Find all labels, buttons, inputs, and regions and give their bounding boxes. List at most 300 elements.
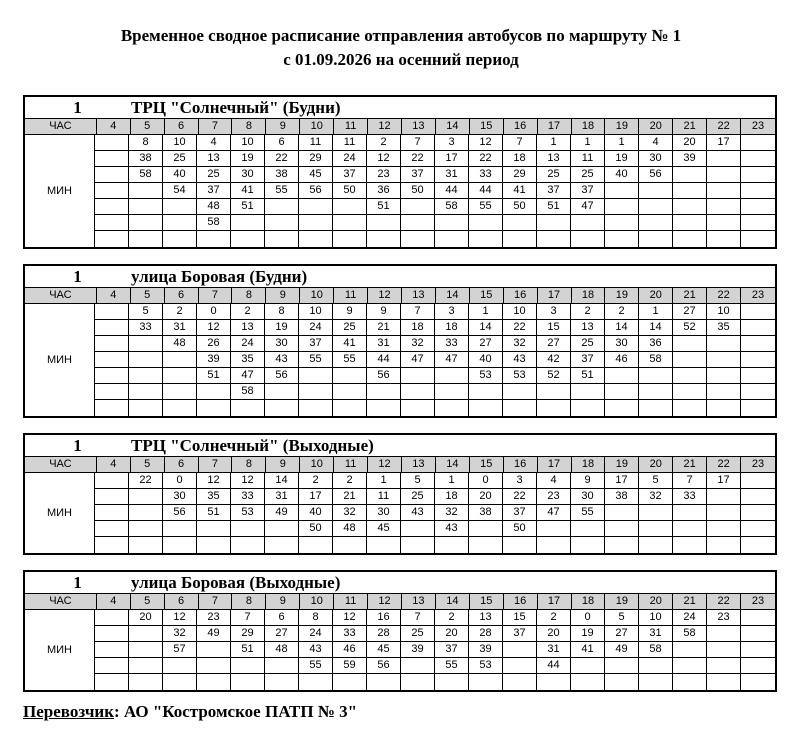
stop-name: улица Боровая (Выходные)	[131, 573, 341, 592]
minute-cell	[367, 384, 401, 399]
minute-cell	[197, 231, 231, 247]
minute-cell	[231, 231, 265, 247]
minute-cell	[707, 521, 741, 536]
minute-cell: 44	[435, 183, 469, 198]
minute-cell	[163, 231, 197, 247]
minute-cell: 51	[231, 642, 265, 657]
minute-cell	[401, 231, 435, 247]
minute-cell: 22	[129, 473, 163, 488]
minute-cell: 25	[163, 151, 197, 166]
minute-row	[95, 610, 775, 626]
hour-cell: 23	[751, 289, 765, 301]
hour-cell: 16	[504, 119, 538, 134]
minute-cell	[605, 521, 639, 536]
hour-cell: 10	[300, 119, 334, 134]
minute-cell: 30	[163, 489, 197, 504]
minute-cell: 0	[469, 473, 503, 488]
minute-cell: 12	[469, 135, 503, 150]
minute-cell: 58	[435, 199, 469, 214]
minute-cell	[129, 674, 163, 690]
minute-cell: 32	[333, 505, 367, 520]
minute-cell	[707, 674, 741, 690]
minute-row	[95, 658, 775, 674]
minute-cell	[333, 368, 367, 383]
minute-cell	[231, 521, 265, 536]
hour-cell: 19	[605, 119, 639, 134]
minute-cell	[129, 199, 163, 214]
minute-cell	[673, 352, 707, 367]
hour-cell: 22	[707, 594, 741, 609]
hour-row	[25, 457, 775, 473]
minute-cell	[741, 135, 775, 150]
minute-cell	[639, 505, 673, 520]
route-number: 1	[73, 98, 82, 117]
minute-cell	[129, 352, 163, 367]
hour-cell: 14	[436, 457, 470, 472]
minute-cell	[639, 384, 673, 399]
hour-cell: 7	[199, 594, 233, 609]
minute-cell: 28	[469, 626, 503, 641]
minute-cell	[129, 521, 163, 536]
minute-label: МИН	[25, 473, 95, 553]
hour-cell: 21	[673, 457, 707, 472]
minute-cell: 53	[503, 368, 537, 383]
minute-cell: 31	[163, 320, 197, 335]
minute-cell	[265, 674, 299, 690]
minute-cell	[639, 368, 673, 383]
minute-cell	[231, 674, 265, 690]
minute-cell	[469, 521, 503, 536]
minute-cell	[605, 215, 639, 230]
minute-cell: 36	[639, 336, 673, 351]
carrier-label: Перевозчик	[23, 702, 115, 721]
minute-cell: 58	[639, 352, 673, 367]
minute-cell	[197, 642, 231, 657]
minute-cell	[639, 674, 673, 690]
minute-cell: 19	[231, 151, 265, 166]
minute-cell: 31	[537, 642, 571, 657]
hour-label: ЧАС	[25, 288, 97, 303]
minute-cell: 35	[231, 352, 265, 367]
minute-cell: 24	[673, 610, 707, 625]
minute-cell	[333, 215, 367, 230]
minute-cell: 19	[265, 320, 299, 335]
minute-cell: 42	[537, 352, 571, 367]
minute-cell: 19	[605, 151, 639, 166]
minute-cell	[673, 400, 707, 416]
minute-cell: 39	[401, 642, 435, 657]
minute-cell	[605, 199, 639, 214]
minute-cell	[401, 658, 435, 673]
minute-cell	[707, 400, 741, 416]
minute-cell: 41	[333, 336, 367, 351]
hour-cell: 16	[504, 594, 538, 609]
minute-cell	[95, 505, 129, 520]
hour-cell: 16	[504, 457, 538, 472]
minute-cell: 43	[401, 505, 435, 520]
minute-cell: 12	[163, 610, 197, 625]
minute-cell	[707, 167, 741, 182]
hour-cell: 22	[707, 457, 741, 472]
minute-cell	[401, 215, 435, 230]
minute-cell	[129, 489, 163, 504]
hour-cell: 6	[165, 119, 199, 134]
minute-cell: 23	[197, 610, 231, 625]
minute-cell: 3	[537, 304, 571, 319]
minute-cell: 2	[299, 473, 333, 488]
minute-cell: 30	[265, 336, 299, 351]
minute-cell: 14	[469, 320, 503, 335]
minute-cell: 52	[537, 368, 571, 383]
minute-row	[95, 231, 775, 247]
minute-cell: 12	[231, 473, 265, 488]
minute-cell: 58	[197, 215, 231, 230]
minute-row	[95, 352, 775, 368]
hour-cell: 17	[538, 119, 572, 134]
minute-cell	[741, 473, 775, 488]
minute-cell	[265, 231, 299, 247]
minute-cell: 25	[197, 167, 231, 182]
minute-cell	[197, 521, 231, 536]
schedule-header	[25, 572, 775, 594]
minute-cell	[741, 183, 775, 198]
minute-cell	[333, 674, 367, 690]
minute-cell	[299, 537, 333, 553]
minute-cell	[367, 674, 401, 690]
minute-cell	[741, 352, 775, 367]
hour-cell: 21	[673, 119, 707, 134]
minute-cell: 12	[197, 473, 231, 488]
minute-cell: 51	[197, 368, 231, 383]
minute-cell	[673, 642, 707, 657]
minute-cell	[265, 215, 299, 230]
minute-cell: 7	[503, 135, 537, 150]
minute-cell	[163, 521, 197, 536]
schedule-header	[25, 266, 775, 288]
minute-cell	[231, 537, 265, 553]
hour-cell: 17	[538, 288, 572, 303]
minute-cell	[605, 400, 639, 416]
minute-cell	[401, 521, 435, 536]
minute-cell	[129, 336, 163, 351]
hour-cell: 17	[538, 457, 572, 472]
minute-cell: 56	[367, 368, 401, 383]
minute-cell: 13	[197, 151, 231, 166]
minute-cell: 10	[299, 304, 333, 319]
minute-cell	[707, 199, 741, 214]
minute-cell	[741, 167, 775, 182]
minute-cell	[741, 151, 775, 166]
minute-cell: 47	[537, 505, 571, 520]
minute-cell	[95, 167, 129, 182]
hour-cell: 7	[199, 288, 233, 303]
minute-cell	[639, 400, 673, 416]
minute-cell: 38	[605, 489, 639, 504]
minute-cell	[231, 400, 265, 416]
minute-cell: 8	[299, 610, 333, 625]
minute-cell: 17	[605, 473, 639, 488]
minute-cell	[95, 135, 129, 150]
minute-cell: 2	[163, 304, 197, 319]
minute-cell	[95, 320, 129, 335]
minute-cell	[707, 658, 741, 673]
minute-cell: 55	[333, 352, 367, 367]
minute-cell: 37	[537, 183, 571, 198]
minute-cell	[571, 658, 605, 673]
minute-cell: 37	[503, 626, 537, 641]
hour-cell: 5	[131, 288, 165, 303]
minute-cell: 37	[333, 167, 367, 182]
minute-cell: 7	[673, 473, 707, 488]
minute-cell	[469, 231, 503, 247]
minute-cell: 50	[503, 199, 537, 214]
minute-cell	[95, 199, 129, 214]
minute-cell	[265, 658, 299, 673]
minute-cell: 44	[537, 658, 571, 673]
hour-cell: 7	[199, 119, 233, 134]
minute-cell: 38	[129, 151, 163, 166]
minute-cell: 24	[333, 151, 367, 166]
minute-cell	[129, 400, 163, 416]
hour-cell: 6	[165, 594, 199, 609]
minute-cell: 40	[299, 505, 333, 520]
minute-cell: 50	[299, 521, 333, 536]
hour-cell: 4	[97, 457, 131, 472]
hour-cell: 14	[436, 288, 470, 303]
minute-cell	[639, 537, 673, 553]
minute-cell: 43	[435, 521, 469, 536]
minute-cell: 21	[367, 320, 401, 335]
minute-cell: 7	[231, 610, 265, 625]
minute-cell	[95, 368, 129, 383]
minute-cell	[299, 384, 333, 399]
minute-cell	[707, 626, 741, 641]
minute-cell	[367, 537, 401, 553]
minute-cell	[333, 231, 367, 247]
minute-cell: 10	[163, 135, 197, 150]
minute-cell: 3	[435, 304, 469, 319]
minute-cell	[571, 537, 605, 553]
hour-cell: 5	[131, 457, 165, 472]
minute-cell	[95, 489, 129, 504]
minute-cell	[435, 384, 469, 399]
minute-cell	[503, 537, 537, 553]
minute-cell	[265, 400, 299, 416]
minute-cell	[299, 231, 333, 247]
minute-cell: 26	[197, 336, 231, 351]
minute-cell	[707, 231, 741, 247]
minute-cell	[673, 658, 707, 673]
minute-cell	[503, 674, 537, 690]
minute-cell	[95, 400, 129, 416]
minute-cell: 11	[571, 151, 605, 166]
minute-cell	[503, 658, 537, 673]
minute-cell: 38	[469, 505, 503, 520]
minute-cell: 1	[605, 135, 639, 150]
minute-cell: 53	[469, 368, 503, 383]
minute-cell	[537, 384, 571, 399]
minute-cell	[435, 368, 469, 383]
minute-cell	[197, 658, 231, 673]
minute-cell: 23	[367, 167, 401, 182]
minute-cell: 23	[707, 610, 741, 625]
minute-cell: 49	[265, 505, 299, 520]
minute-cell: 17	[299, 489, 333, 504]
minute-cell	[571, 384, 605, 399]
minute-cell: 10	[707, 304, 741, 319]
minute-cell	[741, 626, 775, 641]
hour-cell: 9	[266, 594, 300, 609]
hour-cell: 12	[368, 288, 402, 303]
minute-cell	[435, 400, 469, 416]
minute-cell	[231, 658, 265, 673]
minute-cell: 41	[231, 183, 265, 198]
stop-name: ТРЦ "Солнечный" (Будни)	[131, 98, 341, 117]
minute-cell	[401, 674, 435, 690]
minute-cell	[503, 642, 537, 657]
minute-cell	[503, 231, 537, 247]
minute-cell: 2	[605, 304, 639, 319]
minute-cell: 43	[503, 352, 537, 367]
hour-cell: 13	[402, 594, 436, 609]
minute-cell	[435, 231, 469, 247]
hour-cell: 4	[97, 119, 131, 134]
hour-cell: 20	[639, 288, 673, 303]
minute-cell	[469, 384, 503, 399]
minute-cell: 4	[197, 135, 231, 150]
minute-cell	[503, 215, 537, 230]
minute-cell: 30	[571, 489, 605, 504]
minute-cell	[95, 352, 129, 367]
route-number: 1	[73, 573, 82, 592]
minute-cell: 13	[571, 320, 605, 335]
minute-cell	[537, 537, 571, 553]
minute-cell: 59	[333, 658, 367, 673]
minute-cell: 37	[435, 642, 469, 657]
minute-cell: 37	[401, 167, 435, 182]
minute-cell: 1	[469, 304, 503, 319]
minute-cell	[741, 505, 775, 520]
minute-cell: 41	[503, 183, 537, 198]
minute-cell	[435, 537, 469, 553]
minute-cell: 36	[367, 183, 401, 198]
minute-row	[95, 384, 775, 400]
hour-cell: 20	[639, 119, 673, 134]
hour-cell: 22	[707, 119, 741, 134]
minute-cell	[95, 183, 129, 198]
minute-cell	[95, 384, 129, 399]
minute-cell: 55	[265, 183, 299, 198]
minute-cell: 30	[231, 167, 265, 182]
hour-cell: 19	[605, 288, 639, 303]
hour-cell: 12	[368, 119, 402, 134]
minute-cell	[571, 521, 605, 536]
hour-cell: 11	[334, 594, 368, 609]
minute-cell: 17	[707, 473, 741, 488]
minute-cell: 14	[639, 320, 673, 335]
minute-cell: 11	[299, 135, 333, 150]
hour-label: ЧАС	[25, 457, 97, 472]
minute-cell: 19	[571, 626, 605, 641]
minute-row	[95, 183, 775, 199]
minute-cell	[469, 674, 503, 690]
minute-cell	[673, 537, 707, 553]
minute-cell: 54	[163, 183, 197, 198]
minute-cell: 56	[639, 167, 673, 182]
minute-cell	[741, 489, 775, 504]
minute-cell	[265, 384, 299, 399]
carrier-name: : АО "Костромское ПАТП № 3"	[114, 702, 358, 721]
minute-cell	[129, 626, 163, 641]
minute-cell	[673, 167, 707, 182]
minute-cell	[265, 199, 299, 214]
hour-row	[25, 288, 775, 304]
minute-cell: 29	[231, 626, 265, 641]
minute-cell	[299, 400, 333, 416]
minute-cell	[333, 400, 367, 416]
minute-cell	[741, 610, 775, 625]
minute-row	[95, 400, 775, 416]
minute-cell: 17	[435, 151, 469, 166]
minute-cell: 20	[435, 626, 469, 641]
hour-cell: 20	[639, 594, 673, 609]
minute-cell: 39	[673, 151, 707, 166]
minute-cell: 7	[401, 304, 435, 319]
minute-cell	[163, 199, 197, 214]
minute-cell: 50	[503, 521, 537, 536]
minute-row	[95, 521, 775, 537]
minute-cell: 17	[707, 135, 741, 150]
minute-cell	[707, 384, 741, 399]
hour-cell: 18	[572, 594, 606, 609]
minute-cell: 29	[503, 167, 537, 182]
minute-cell: 27	[265, 626, 299, 641]
minute-cell	[571, 400, 605, 416]
minute-cell	[129, 231, 163, 247]
minute-cell	[265, 537, 299, 553]
minute-cell: 12	[367, 151, 401, 166]
minute-cell	[741, 320, 775, 335]
hour-cell: 15	[470, 457, 504, 472]
minute-cell: 33	[333, 626, 367, 641]
minute-cell	[639, 215, 673, 230]
minute-row	[95, 489, 775, 505]
minute-cell: 14	[605, 320, 639, 335]
minute-cell	[537, 231, 571, 247]
minute-cell	[673, 384, 707, 399]
minute-cell	[163, 352, 197, 367]
minute-cell: 32	[639, 489, 673, 504]
minute-cell	[95, 336, 129, 351]
minute-cell: 22	[401, 151, 435, 166]
minute-cell	[469, 215, 503, 230]
minute-cell	[605, 231, 639, 247]
minute-cell: 29	[299, 151, 333, 166]
minute-cell: 39	[197, 352, 231, 367]
minute-cell: 55	[571, 505, 605, 520]
minute-cell	[163, 674, 197, 690]
minute-cell	[571, 231, 605, 247]
minute-cell	[741, 199, 775, 214]
hour-cell: 18	[572, 119, 606, 134]
minute-cell: 47	[571, 199, 605, 214]
hour-cell: 6	[165, 288, 199, 303]
minute-cell: 37	[299, 336, 333, 351]
minute-cell: 25	[333, 320, 367, 335]
minute-cell: 2	[231, 304, 265, 319]
minute-cell: 13	[469, 610, 503, 625]
minute-cell	[503, 400, 537, 416]
